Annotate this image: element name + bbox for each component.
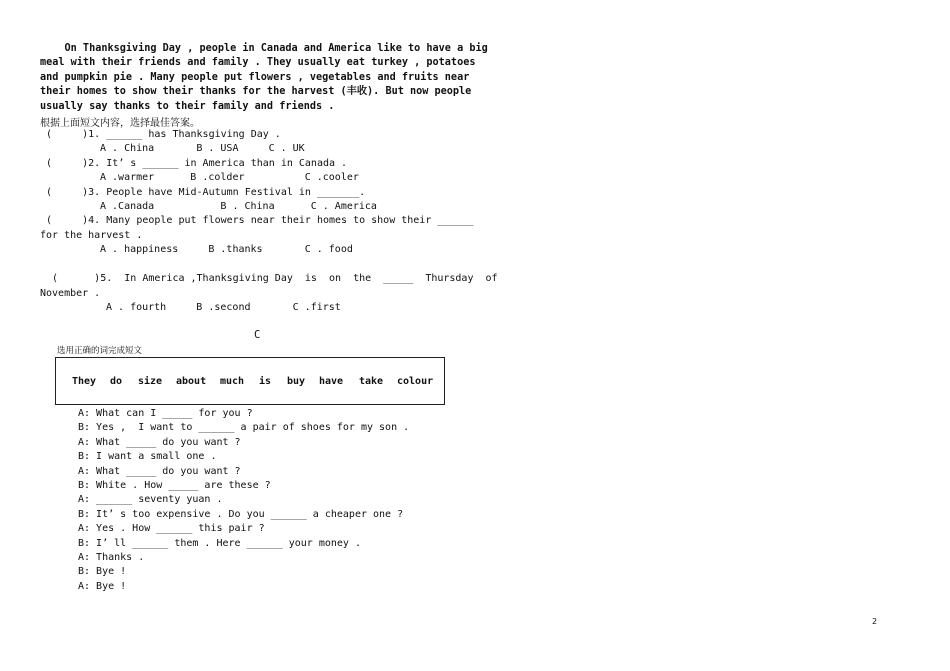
- passage-line: usually say thanks to their family and friends .: [40, 101, 335, 112]
- dialogue-line: A: ______ seventy yuan .: [78, 494, 223, 505]
- question-4-options: A . happiness B .thanks C . food: [100, 244, 353, 255]
- passage-line: their homes to show their thanks for the harvest (丰收). But now people: [40, 86, 472, 97]
- question-3-options: A .Canada B . China C . America: [100, 201, 377, 212]
- passage-line: and pumpkin pie . Many people put flowers , vegetables and fruits near: [40, 72, 470, 83]
- instruction-text: 根据上面短文内容，选择最佳答案。: [40, 118, 200, 129]
- dialogue-line: A: What _____ do you want ?: [78, 466, 241, 477]
- dialogue-line: A: What _____ do you want ?: [78, 437, 241, 448]
- passage-line: On Thanksgiving Day , people in Canada and America like to have a big: [40, 43, 488, 54]
- dialogue-line: A: Bye !: [78, 581, 127, 592]
- dialogue-line: B: White . How _____ are these ?: [78, 480, 271, 491]
- question-5-stem-continued: November .: [40, 288, 101, 299]
- word-bank-item: size: [138, 376, 163, 387]
- dialogue-line: A: Yes . How ______ this pair ?: [78, 523, 265, 534]
- question-1-options: A . China B . USA C . UK: [100, 143, 305, 154]
- question-2-stem: ( )2. It’ s ______ in America than in Canada .: [40, 158, 348, 169]
- word-bank-item: about: [176, 376, 207, 387]
- question-3-stem: ( )3. People have Mid-Autumn Festival in _______.: [40, 187, 366, 198]
- dialogue-line: A: What can I _____ for you ?: [78, 408, 253, 419]
- word-bank-item: buy: [287, 376, 306, 387]
- word-bank-item: colour: [397, 376, 434, 387]
- page-number: 2: [872, 617, 878, 626]
- question-1-stem: ( )1. ______ has Thanksgiving Day .: [40, 129, 281, 140]
- section-c-title: C: [254, 329, 261, 341]
- word-bank-item: have: [319, 376, 344, 387]
- question-4-stem: ( )4. Many people put flowers near their homes to show their ______: [40, 215, 474, 226]
- word-bank-item: take: [359, 376, 384, 387]
- question-5-options: A . fourth B .second C .first: [106, 302, 341, 313]
- word-bank-item: They: [72, 376, 97, 387]
- word-bank-item: is: [259, 376, 272, 387]
- question-5-stem: ( )5. In America ,Thanksgiving Day is on the _____ Thursday of: [40, 273, 498, 284]
- word-bank-item: do: [110, 376, 123, 387]
- dialogue-line: B: Bye !: [78, 566, 127, 577]
- passage-line: meal with their friends and family . They usually eat turkey , potatoes: [40, 57, 476, 68]
- dialogue-line: B: I want a small one .: [78, 451, 217, 462]
- dialogue-line: B: It’ s too expensive . Do you ______ a cheaper one ?: [78, 509, 404, 520]
- word-bank-box: [55, 357, 445, 405]
- dialogue-line: A: Thanks .: [78, 552, 145, 563]
- question-2-options: A .warmer B .colder C .cooler: [100, 172, 359, 183]
- dialogue-line: B: I’ ll ______ them . Here ______ your money .: [78, 538, 361, 549]
- dialogue-line: B: Yes , I want to ______ a pair of shoes for my son .: [78, 422, 410, 433]
- section-c-instruction: 选用正确的词完成短文: [57, 346, 143, 356]
- word-bank-item: much: [220, 376, 245, 387]
- question-4-stem-continued: for the harvest .: [40, 230, 143, 241]
